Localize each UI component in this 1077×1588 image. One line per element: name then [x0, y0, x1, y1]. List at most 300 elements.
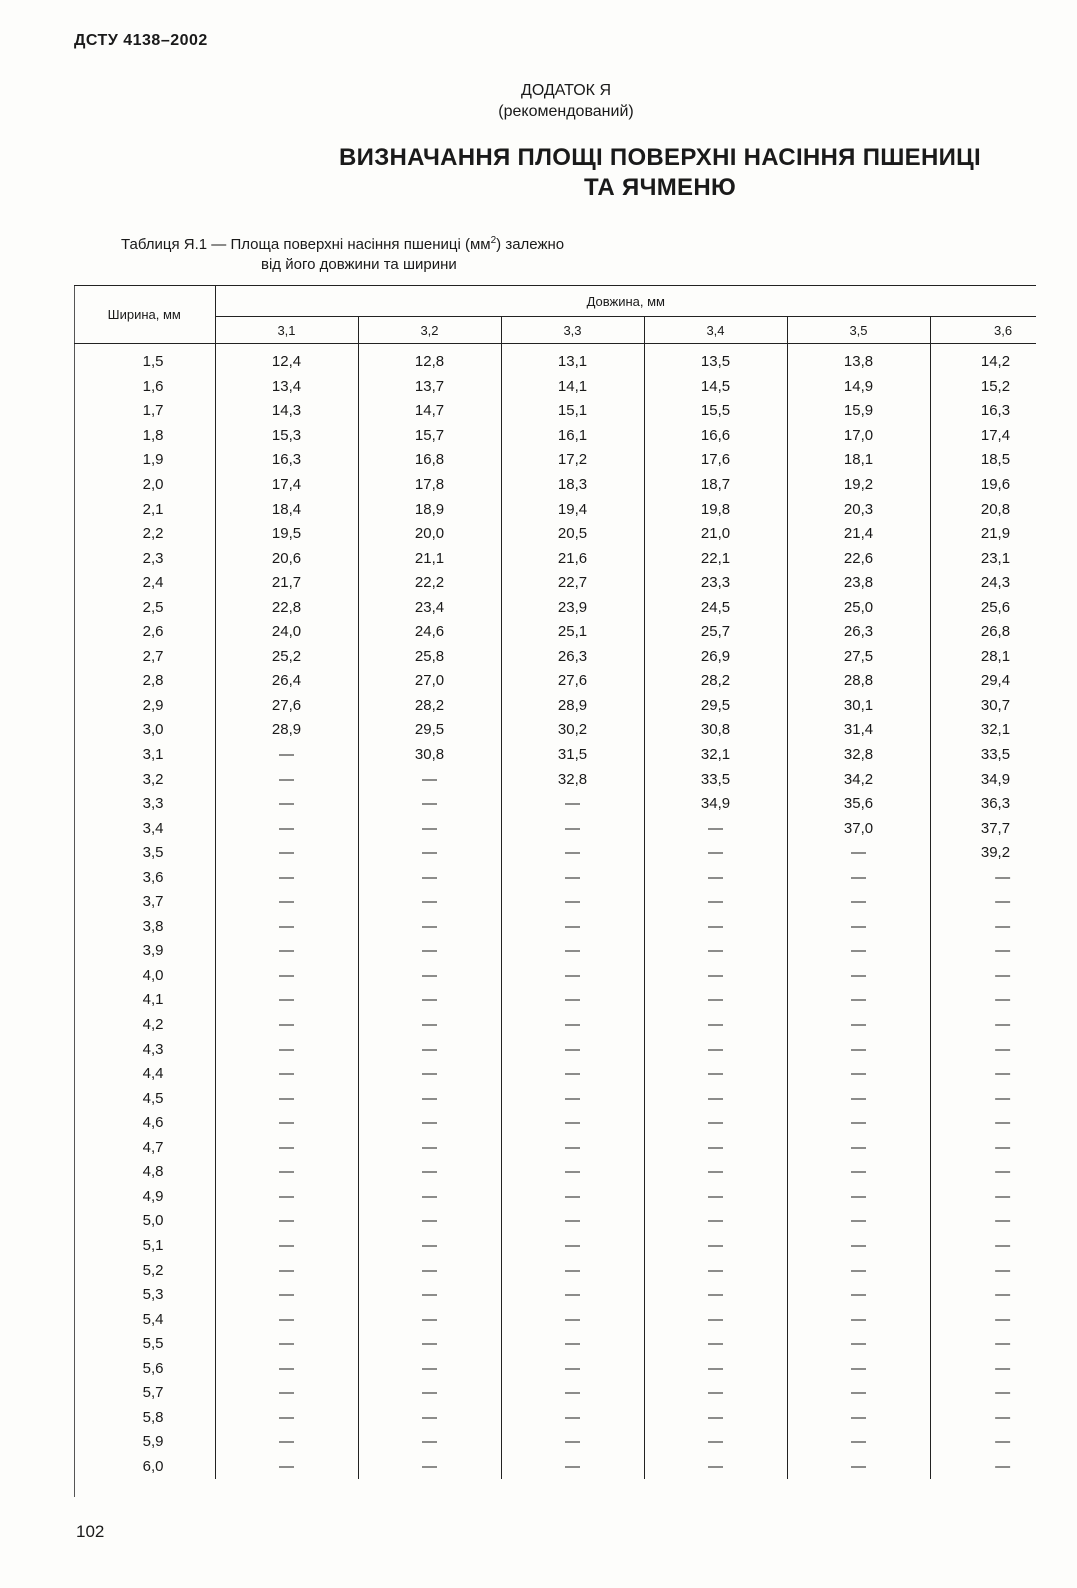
area-cell: — — [358, 1356, 501, 1381]
area-cell: 25,8 — [358, 645, 501, 670]
length-column-group-header: Довжина, мм — [215, 286, 1036, 317]
area-cell: — — [215, 1406, 358, 1431]
caption-line-2: від його довжини та ширини — [261, 256, 457, 273]
area-cell: 28,8 — [787, 669, 930, 694]
area-cell: — — [215, 988, 358, 1013]
width-cell: 4,7 — [74, 1136, 215, 1161]
area-cell: — — [215, 1430, 358, 1455]
area-cell: — — [644, 1283, 787, 1308]
width-cell: 4,9 — [74, 1185, 215, 1210]
area-cell: — — [215, 1234, 358, 1259]
area-cell: 25,1 — [501, 620, 644, 645]
area-cell: 15,3 — [215, 424, 358, 449]
area-cell: — — [644, 988, 787, 1013]
area-cell: — — [644, 1136, 787, 1161]
width-cell: 3,0 — [74, 718, 215, 743]
table-row — [74, 546, 1036, 571]
area-cell: — — [787, 1283, 930, 1308]
area-cell: 22,6 — [787, 546, 930, 571]
area-cell: 30,8 — [644, 718, 787, 743]
area-cell: — — [995, 1212, 1011, 1230]
length-column-header: 3,6 — [930, 317, 1036, 344]
table-row — [74, 792, 1036, 817]
area-cell: — — [787, 1062, 930, 1087]
area-cell: — — [358, 865, 501, 890]
area-cell: — — [787, 1455, 930, 1480]
area-cell: — — [501, 1062, 644, 1087]
area-cell: — — [644, 939, 787, 964]
area-cell: — — [644, 1209, 787, 1234]
area-cell: — — [501, 1307, 644, 1332]
area-cell: — — [644, 865, 787, 890]
caption-text-suffix: ) залежно — [496, 236, 565, 253]
table-caption — [121, 231, 564, 275]
area-cell: — — [995, 1065, 1011, 1083]
area-cell: 13,5 — [644, 344, 787, 375]
area-cell: — — [787, 1406, 930, 1431]
area-cell: — — [358, 1234, 501, 1259]
area-cell: — — [787, 1136, 930, 1161]
area-cell: 35,6 — [787, 792, 930, 817]
area-cell: — — [501, 1185, 644, 1210]
area-cell: 32,1 — [644, 743, 787, 768]
area-cell: — — [787, 1430, 930, 1455]
area-cell: — — [787, 865, 930, 890]
length-column-header: 3,3 — [501, 317, 644, 344]
area-cell: — — [995, 1457, 1011, 1475]
area-cell: 19,4 — [501, 497, 644, 522]
area-cell: 28,1 — [980, 647, 1011, 665]
width-cell: 5,8 — [74, 1406, 215, 1431]
area-cell: — — [358, 792, 501, 817]
table-row — [74, 645, 1036, 670]
area-cell: 18,7 — [644, 473, 787, 498]
table-row — [74, 473, 1036, 498]
appendix-label: ДОДАТОК Я — [520, 82, 611, 99]
table-row — [74, 1062, 1036, 1087]
area-cell: — — [501, 988, 644, 1013]
width-cell: 3,4 — [74, 816, 215, 841]
width-cell: 2,4 — [74, 571, 215, 596]
page-title-line-1: ВИЗНАЧАННЯ ПЛОЩІ ПОВЕРХНІ НАСІННЯ ПШЕНИЦІ — [339, 144, 981, 171]
area-cell: 17,0 — [787, 424, 930, 449]
area-cell: 14,2 — [980, 353, 1011, 371]
area-cell: 25,7 — [644, 620, 787, 645]
width-cell: 2,6 — [74, 620, 215, 645]
caption-text: Таблиця Я.1 — Площа поверхні насіння пшениці (мм — [121, 236, 491, 253]
area-cell: — — [215, 1307, 358, 1332]
area-cell: — — [995, 1286, 1011, 1304]
area-cell: 37,0 — [787, 816, 930, 841]
area-cell: — — [215, 865, 358, 890]
area-cell: — — [787, 1013, 930, 1038]
area-cell: 24,5 — [644, 595, 787, 620]
table-row — [74, 1209, 1036, 1234]
area-cell: 22,1 — [644, 546, 787, 571]
area-cell: — — [644, 1356, 787, 1381]
page-title — [160, 143, 1077, 203]
area-cell: 27,6 — [215, 694, 358, 719]
area-cell: — — [215, 1160, 358, 1185]
area-cell: — — [215, 1332, 358, 1357]
width-cell: 5,7 — [74, 1381, 215, 1406]
area-cell: — — [501, 939, 644, 964]
area-cell: — — [215, 1258, 358, 1283]
area-cell: 14,9 — [787, 375, 930, 400]
table-row — [74, 1086, 1036, 1111]
area-cell: — — [215, 1086, 358, 1111]
width-cell: 6,0 — [74, 1455, 215, 1480]
width-cell: 5,4 — [74, 1307, 215, 1332]
area-cell: — — [995, 1433, 1011, 1451]
area-cell: 25,2 — [215, 645, 358, 670]
area-cell: — — [995, 1163, 1011, 1181]
area-cell: — — [215, 767, 358, 792]
table-row — [74, 988, 1036, 1013]
table-row — [74, 915, 1036, 940]
area-cell: — — [995, 1187, 1011, 1205]
width-cell: 5,0 — [74, 1209, 215, 1234]
area-cell: — — [644, 1307, 787, 1332]
area-cell: — — [644, 890, 787, 915]
area-cell: — — [215, 915, 358, 940]
area-cell: 24,6 — [358, 620, 501, 645]
area-cell: — — [215, 1136, 358, 1161]
area-cell: — — [995, 893, 1011, 911]
area-cell: — — [501, 1455, 644, 1480]
table-row — [74, 1283, 1036, 1308]
area-cell: — — [995, 1114, 1011, 1132]
area-cell: — — [358, 816, 501, 841]
table-row — [74, 522, 1036, 547]
width-cell: 4,6 — [74, 1111, 215, 1136]
area-cell: 23,3 — [644, 571, 787, 596]
area-cell: — — [501, 865, 644, 890]
area-cell: — — [215, 743, 358, 768]
area-cell: — — [787, 988, 930, 1013]
area-cell: — — [358, 1209, 501, 1234]
area-cell: 26,9 — [644, 645, 787, 670]
width-cell: 1,6 — [74, 375, 215, 400]
area-cell: — — [358, 1086, 501, 1111]
area-cell: — — [995, 991, 1011, 1009]
table-row — [74, 816, 1036, 841]
width-cell: 2,9 — [74, 694, 215, 719]
area-cell: — — [787, 1037, 930, 1062]
area-cell: — — [501, 841, 644, 866]
table-row — [74, 669, 1036, 694]
width-cell: 3,5 — [74, 841, 215, 866]
area-cell: — — [787, 1086, 930, 1111]
area-cell: 33,5 — [644, 767, 787, 792]
area-cell: — — [644, 1455, 787, 1480]
area-cell: — — [215, 1111, 358, 1136]
width-cell: 4,1 — [74, 988, 215, 1013]
width-cell: 5,6 — [74, 1356, 215, 1381]
area-cell: — — [644, 1013, 787, 1038]
area-cell: — — [501, 1430, 644, 1455]
table-row — [74, 964, 1036, 989]
area-cell: — — [501, 1406, 644, 1431]
area-cell: — — [358, 890, 501, 915]
table-row — [74, 1430, 1036, 1455]
area-cell: — — [995, 1089, 1011, 1107]
area-cell: — — [215, 1062, 358, 1087]
area-cell: — — [787, 1332, 930, 1357]
width-cell: 4,2 — [74, 1013, 215, 1038]
area-cell: 17,4 — [980, 426, 1011, 444]
area-cell: 23,4 — [358, 595, 501, 620]
area-cell: — — [501, 890, 644, 915]
table-row — [74, 1258, 1036, 1283]
width-cell: 2,0 — [74, 473, 215, 498]
area-cell: 15,7 — [358, 424, 501, 449]
area-cell: — — [358, 1283, 501, 1308]
table-row — [74, 1037, 1036, 1062]
area-cell: 16,6 — [644, 424, 787, 449]
area-cell: — — [787, 890, 930, 915]
area-cell: 18,3 — [501, 473, 644, 498]
area-cell: — — [995, 1384, 1011, 1402]
area-cell: 12,4 — [215, 344, 358, 375]
area-cell: — — [995, 1016, 1011, 1034]
area-cell: 16,8 — [358, 448, 501, 473]
area-cell: 34,2 — [787, 767, 930, 792]
area-cell: 28,2 — [644, 669, 787, 694]
width-cell: 4,3 — [74, 1037, 215, 1062]
width-cell: 5,2 — [74, 1258, 215, 1283]
width-cell: 2,1 — [74, 497, 215, 522]
area-cell: 18,5 — [980, 451, 1011, 469]
area-cell: — — [358, 1406, 501, 1431]
appendix-note: (рекомендований) — [498, 103, 634, 120]
length-column-header: 3,2 — [358, 317, 501, 344]
area-cell: — — [995, 1138, 1011, 1156]
area-cell: — — [358, 915, 501, 940]
table-row — [74, 767, 1036, 792]
area-cell: 19,5 — [215, 522, 358, 547]
area-cell: 28,9 — [215, 718, 358, 743]
area-cell: — — [787, 841, 930, 866]
area-cell: 28,2 — [358, 694, 501, 719]
area-cell: 14,5 — [644, 375, 787, 400]
area-cell: — — [215, 1185, 358, 1210]
area-cell: 19,2 — [787, 473, 930, 498]
table-row — [74, 620, 1036, 645]
width-cell: 2,2 — [74, 522, 215, 547]
area-cell: 14,7 — [358, 399, 501, 424]
width-column-header: Ширина, мм — [74, 286, 215, 344]
area-cell: — — [215, 792, 358, 817]
table-row — [74, 1406, 1036, 1431]
area-cell: — — [501, 1258, 644, 1283]
area-cell: — — [501, 1136, 644, 1161]
area-cell: — — [995, 1310, 1011, 1328]
area-cell: — — [358, 1430, 501, 1455]
area-cell: — — [644, 1160, 787, 1185]
area-cell: 34,9 — [980, 770, 1011, 788]
table-row — [74, 1136, 1036, 1161]
width-cell: 5,1 — [74, 1234, 215, 1259]
area-cell: 20,3 — [787, 497, 930, 522]
area-cell: 21,1 — [358, 546, 501, 571]
area-cell: 14,1 — [501, 375, 644, 400]
area-cell: — — [358, 1111, 501, 1136]
area-cell: — — [358, 1136, 501, 1161]
area-cell: — — [215, 1037, 358, 1062]
area-cell: — — [787, 964, 930, 989]
area-cell: — — [358, 939, 501, 964]
table-row — [74, 890, 1036, 915]
area-cell: — — [358, 1258, 501, 1283]
area-cell: — — [358, 1381, 501, 1406]
area-cell: — — [787, 1258, 930, 1283]
area-cell: — — [644, 1332, 787, 1357]
area-cell: — — [995, 868, 1011, 886]
area-cell: 13,8 — [787, 344, 930, 375]
table-row — [74, 497, 1036, 522]
area-cell: — — [644, 816, 787, 841]
area-cell: — — [644, 964, 787, 989]
area-cell: 21,0 — [644, 522, 787, 547]
width-cell: 2,8 — [74, 669, 215, 694]
area-cell: 30,8 — [358, 743, 501, 768]
width-cell: 2,3 — [74, 546, 215, 571]
area-cell: 27,0 — [358, 669, 501, 694]
area-cell: — — [644, 1234, 787, 1259]
area-cell: — — [644, 1430, 787, 1455]
area-cell: — — [644, 1037, 787, 1062]
area-cell: 28,9 — [501, 694, 644, 719]
length-column-header: 3,1 — [215, 317, 358, 344]
width-cell: 3,7 — [74, 890, 215, 915]
area-cell: 24,3 — [980, 574, 1011, 592]
table-row — [74, 939, 1036, 964]
area-cell: — — [215, 1381, 358, 1406]
width-cell: 1,7 — [74, 399, 215, 424]
width-cell: 1,5 — [74, 344, 215, 375]
area-cell: 20,0 — [358, 522, 501, 547]
area-cell: — — [787, 939, 930, 964]
page-number: 102 — [76, 1522, 105, 1541]
area-cell: 32,8 — [501, 767, 644, 792]
area-cell: 13,4 — [215, 375, 358, 400]
area-cell: — — [787, 1356, 930, 1381]
table-row — [74, 865, 1036, 890]
table-row — [74, 375, 1036, 400]
area-cell: 23,1 — [980, 549, 1011, 567]
table-row — [74, 1381, 1036, 1406]
area-cell: 29,5 — [358, 718, 501, 743]
table-row — [74, 1307, 1036, 1332]
area-cell: 26,8 — [980, 623, 1011, 641]
width-cell: 4,4 — [74, 1062, 215, 1087]
area-cell: 18,9 — [358, 497, 501, 522]
area-cell: — — [358, 1455, 501, 1480]
width-cell: 3,8 — [74, 915, 215, 940]
area-cell: 30,7 — [980, 696, 1011, 714]
table-row — [74, 718, 1036, 743]
area-cell: 18,4 — [215, 497, 358, 522]
area-cell: — — [995, 1359, 1011, 1377]
table-row — [74, 1332, 1036, 1357]
width-cell: 3,1 — [74, 743, 215, 768]
area-cell: — — [501, 1013, 644, 1038]
area-cell: 27,6 — [501, 669, 644, 694]
area-cell: 16,1 — [501, 424, 644, 449]
area-cell: 26,3 — [787, 620, 930, 645]
area-cell: — — [995, 1408, 1011, 1426]
area-cell: — — [644, 915, 787, 940]
area-cell: — — [501, 1086, 644, 1111]
width-cell: 3,3 — [74, 792, 215, 817]
area-cell: — — [358, 1185, 501, 1210]
area-cell: — — [501, 1332, 644, 1357]
area-cell: — — [501, 1037, 644, 1062]
table-row — [74, 399, 1036, 424]
area-cell: 34,9 — [644, 792, 787, 817]
area-cell: — — [358, 1160, 501, 1185]
width-cell: 4,0 — [74, 964, 215, 989]
area-cell: 12,8 — [358, 344, 501, 375]
area-cell: — — [995, 966, 1011, 984]
area-cell: — — [644, 1381, 787, 1406]
appendix-heading — [55, 80, 1077, 122]
area-cell: 23,8 — [787, 571, 930, 596]
area-cell: 22,7 — [501, 571, 644, 596]
area-cell: 21,4 — [787, 522, 930, 547]
area-cell: — — [995, 1261, 1011, 1279]
area-cell: — — [644, 1185, 787, 1210]
width-cell: 3,2 — [74, 767, 215, 792]
table-row — [74, 571, 1036, 596]
area-cell: — — [501, 1160, 644, 1185]
area-cell: 17,4 — [215, 473, 358, 498]
table-row — [74, 841, 1036, 866]
width-cell: 4,5 — [74, 1086, 215, 1111]
area-cell: — — [501, 816, 644, 841]
area-cell: 17,8 — [358, 473, 501, 498]
area-cell: 25,0 — [787, 595, 930, 620]
table-row — [74, 1455, 1036, 1480]
area-cell: — — [787, 1381, 930, 1406]
table-row — [74, 344, 1036, 375]
width-cell: 3,9 — [74, 939, 215, 964]
area-cell: 22,8 — [215, 595, 358, 620]
area-cell: 13,7 — [358, 375, 501, 400]
area-cell: — — [215, 1013, 358, 1038]
page-title-line-2: ТА ЯЧМЕНЮ — [583, 174, 737, 201]
area-cell: 23,9 — [501, 595, 644, 620]
area-cell: — — [358, 767, 501, 792]
area-cell: — — [358, 988, 501, 1013]
table-row — [74, 1185, 1036, 1210]
area-cell: — — [215, 1209, 358, 1234]
area-cell: 16,3 — [215, 448, 358, 473]
area-cell: 18,1 — [787, 448, 930, 473]
area-cell: — — [995, 1236, 1011, 1254]
area-cell: 19,8 — [644, 497, 787, 522]
area-cell: — — [501, 1356, 644, 1381]
area-cell: — — [501, 1283, 644, 1308]
area-cell: 15,2 — [980, 377, 1011, 395]
table-row — [74, 1013, 1036, 1038]
area-cell: 14,3 — [215, 399, 358, 424]
area-cell: — — [644, 1111, 787, 1136]
area-cell: — — [995, 1335, 1011, 1353]
area-cell: — — [501, 1381, 644, 1406]
width-cell: 2,7 — [74, 645, 215, 670]
